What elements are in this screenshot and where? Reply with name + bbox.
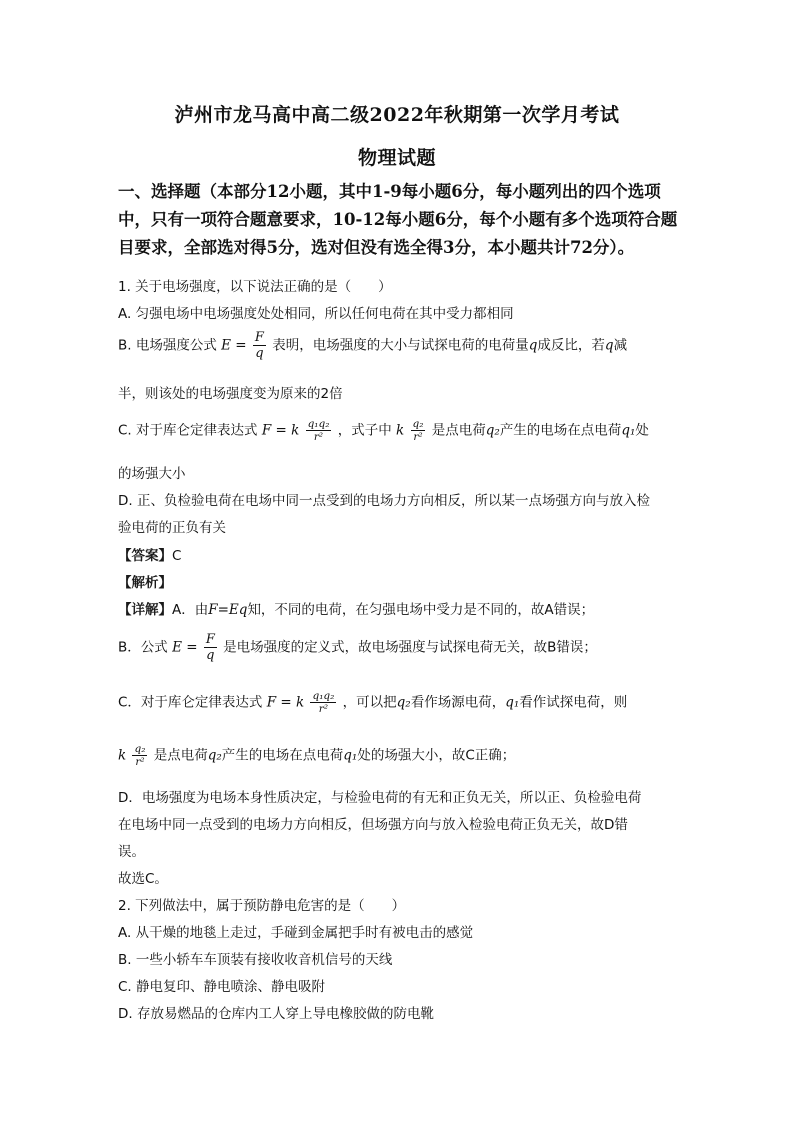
option-c-text: C. 对于库仑定律表达式 — [118, 422, 258, 439]
variable: q₁ — [621, 422, 636, 439]
detail-d: D．电场强度为电场本身性质决定，与检验电荷的有无和正负无关，所以正、负检验电荷 — [118, 790, 642, 806]
question-1-option-b — [118, 330, 627, 361]
detail-text: 看作场源电荷， — [410, 694, 506, 711]
option-c-text: 是点电荷 — [431, 422, 486, 439]
detail-b — [118, 632, 597, 663]
option-b-text: 成反比，若 — [537, 337, 605, 354]
formula-lhs: E = — [172, 639, 198, 656]
answer-tag: 【答案】 — [118, 548, 172, 564]
formula-lhs: F = k — [266, 694, 305, 711]
detail-tag: 【详解】 — [118, 602, 172, 618]
question-2-option-c: C. 静电复印、静电喷涂、静电吸附 — [118, 979, 326, 995]
fraction-numerator: q₁q₂ — [312, 690, 335, 702]
fraction-numerator: q₂ — [134, 743, 146, 755]
detail-text: 看作试探电荷，则 — [519, 694, 628, 711]
fraction-denominator: q — [255, 346, 264, 361]
section-heading-line: 一、选择题（本部分12小题，其中1-9每小题6分，每小题列出的四个选项 — [118, 182, 661, 201]
variable: q₂ — [396, 694, 411, 711]
variable: q — [604, 337, 614, 354]
fraction — [132, 743, 147, 768]
answer-line — [118, 544, 181, 564]
variable: k — [118, 747, 127, 764]
question-2-option-b: B. 一些小轿车车顶装有接收收音机信号的天线 — [118, 952, 393, 968]
formula-lhs: F = k — [261, 422, 300, 439]
question-2-option-d: D. 存放易燃品的仓库内工人穿上导电橡胶做的防电靴 — [118, 1006, 434, 1022]
question-1-option-d: D. 正、负检验电荷在电场中同一点受到的电场力方向相反，所以某一点场强方向与放入检 — [118, 493, 650, 509]
question-1-option-c — [118, 418, 649, 443]
variable: k — [396, 422, 405, 439]
variable: q₂ — [485, 422, 500, 439]
detail-text: 是电场强度的定义式，故电场强度与试探电荷无关，故B错误； — [223, 639, 597, 656]
detail-text: 处的场强大小，故C正确； — [357, 747, 516, 764]
exam-title: 泸州市龙马高中高二级2022年秋期第一次学月考试 — [174, 104, 620, 126]
section-heading-line: 中，只有一项符合题意要求，10-12每小题6分，每个小题有多个选项符合题 — [118, 210, 678, 229]
formula: F=Eq — [208, 602, 248, 618]
question-2-option-a: A. 从干燥的地毯上走过，手碰到金属把手时有被电击的感觉 — [118, 925, 474, 941]
detail-text: C．对于库仑定律表达式 — [118, 694, 263, 711]
variable: q₁ — [505, 694, 520, 711]
fraction-denominator: r² — [135, 756, 145, 768]
fraction — [204, 632, 217, 663]
fraction-denominator: q — [206, 648, 215, 663]
option-c-text: ，式子中 — [337, 422, 392, 439]
detail-a — [118, 598, 594, 618]
variable: q₂ — [207, 747, 222, 764]
fraction-numerator: q₁q₂ — [307, 418, 330, 430]
option-c-text: 处 — [635, 422, 649, 439]
fraction-numerator: q₂ — [412, 418, 424, 430]
question-1-option-b-cont: 半，则该处的电场强度变为原来的2倍 — [118, 386, 343, 402]
fraction — [310, 690, 336, 715]
detail-text: B．公式 — [118, 639, 168, 656]
variable: q — [528, 337, 538, 354]
fraction — [411, 418, 426, 443]
analysis-tag: 【解析】 — [118, 575, 172, 591]
question-1-option-d-cont: 验电荷的正负有关 — [118, 520, 226, 536]
detail-text: 是点电荷 — [153, 747, 208, 764]
detail-d-cont: 误。 — [118, 844, 145, 860]
option-b-text: B. 电场强度公式 — [118, 337, 217, 354]
detail-text: A．由 — [172, 602, 209, 618]
fraction — [253, 330, 266, 361]
variable: q₁ — [343, 747, 358, 764]
section-heading-line: 目要求，全部选对得5分，选对但没有选全得3分，本小题共计72分）。 — [118, 238, 635, 257]
option-b-text: 表明，电场强度的大小与试探电荷的电荷量 — [272, 337, 529, 354]
question-2-stem: 2. 下列做法中，属于预防静电危害的是（ ） — [118, 898, 406, 914]
question-1-option-c-cont: 的场强大小 — [118, 466, 186, 482]
fraction-denominator: r² — [413, 431, 423, 443]
formula-lhs: E = — [221, 337, 247, 354]
conclusion: 故选C。 — [118, 871, 168, 887]
section-heading — [118, 178, 678, 262]
fraction-denominator: r² — [318, 703, 329, 715]
option-b-text: 减 — [613, 337, 628, 354]
answer-value: C — [172, 548, 182, 564]
detail-text: 产生的电场在点电荷 — [221, 747, 344, 764]
detail-d-cont: 在电场中同一点受到的电场力方向相反，但场强方向与放入检验电荷正负无关，故D错 — [118, 817, 628, 833]
fraction-numerator: F — [205, 632, 215, 647]
detail-text: 知，不同的电荷，在匀强电场中受力是不同的，故A错误； — [247, 602, 595, 618]
detail-c-cont — [118, 743, 515, 768]
detail-c — [118, 690, 627, 715]
question-1-option-a: A. 匀强电场中电场强度处处相同，所以任何电荷在其中受力都相同 — [118, 306, 514, 322]
exam-subject: 物理试题 — [357, 147, 436, 169]
option-c-text: 产生的电场在点电荷 — [499, 422, 622, 439]
fraction-denominator: r² — [313, 431, 324, 443]
detail-text: ，可以把 — [342, 694, 397, 711]
question-1-stem: 1. 关于电场强度，以下说法正确的是（ ） — [118, 279, 392, 295]
fraction-numerator: F — [254, 330, 264, 345]
fraction — [306, 418, 332, 443]
